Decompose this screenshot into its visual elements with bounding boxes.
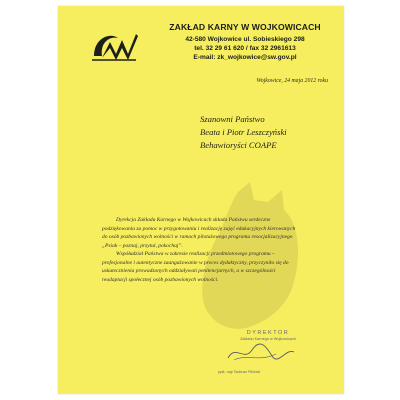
institution-phone: tel. 32 29 61 620 / fax 32 2961613 [194, 45, 296, 52]
salutation: Szanowni Państwo [200, 114, 265, 124]
body-line: readaptacji społecznej osób pozbawionych wolności. [102, 276, 219, 283]
letter-date: Wojkowice, 24 maja 2012 roku [256, 78, 328, 84]
addressee-block [200, 113, 287, 152]
signature-scribble-icon [226, 342, 296, 364]
body-line: „Psiak – poznaj, przytul, pokochaj”. [102, 242, 183, 249]
body-line: do osób pozbawionych wolności w ramach pilotażowego programu resocjalizacyjnego [102, 234, 293, 240]
institution-name: ZAKŁAD KARNY W WOJKOWICACH [169, 22, 321, 32]
letter-body [102, 216, 328, 284]
stamp-signature-name: ppłk. mgr Tadeusz Pikiński [218, 370, 261, 374]
body-line: uskutecznienia prowadzonych oddziaływań penitencjarnych, a w szczególności [102, 268, 276, 274]
letterhead [150, 22, 340, 62]
body-line: profesjonalne i autentyczne zaangażowanie w proces dydaktyczny, przyczyniło się do [102, 259, 289, 266]
paragraph-2 [102, 250, 328, 284]
body-line: podziękowania za pomoc w przygotowaniu i realizację zajęć edukacyjnych kierowanych [102, 225, 296, 232]
body-line: Dyrekcja Zakładu Karnego w Wojkowicach składa Państwu serdeczne [116, 217, 271, 223]
institution-address: 42-580 Wojkowice ul. Sobieskiego 298 [185, 36, 305, 43]
director-stamp [208, 330, 328, 374]
paragraph-1 [102, 216, 328, 250]
recipient-names: Beata i Piotr Leszczyński [200, 127, 287, 137]
sw-logo-icon [88, 28, 142, 64]
stamp-title: DYREKTOR [246, 330, 290, 336]
letter-page [58, 6, 344, 394]
institution-email: E-mail: zk_wojkowice@sw.gov.pl [193, 54, 297, 61]
recipient-title: Behawioryści COAPE [200, 140, 277, 150]
body-line: Współudział Państwa w zakresie realizacji przedmiotowego programu – [116, 251, 275, 257]
stamp-subtitle: Zakładu Karnego w Wojkowicach [240, 337, 296, 341]
